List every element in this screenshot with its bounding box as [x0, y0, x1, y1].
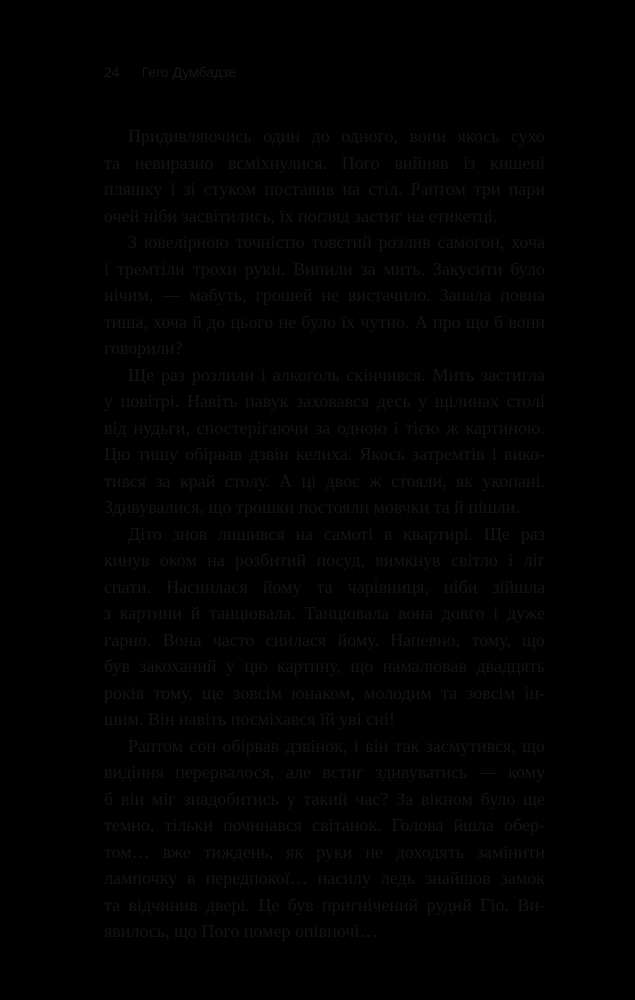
text-line: та відчинив двері. Це був пригнічений рудий Гіо. Ви-: [104, 894, 545, 915]
text-line: і тремтіли трохи руки. Випили за мить. Закусити було: [104, 258, 545, 279]
text-line: Придивляючись один до одного, вони якось сухо: [128, 126, 545, 146]
text-line: Цю тишу обірвав дзвін келиха. Якось затремтів і вико-: [104, 444, 545, 464]
text-line: темно, тільки починався світанок. Голова йшла обер-: [104, 815, 545, 835]
body-text: [104, 123, 545, 945]
running-head-author: Гего Думбадзе: [141, 64, 237, 80]
text-line: б він міг знадобитись у такий час? За вікном було ще: [104, 788, 545, 809]
text-line: Раптом сон обірвав дзвінок, і він так засмутився, що: [128, 735, 545, 756]
text-line: з картини й танцювала. Танцювала вона довго і дуже: [104, 603, 545, 623]
text-line: говорили?: [104, 338, 183, 358]
running-header: [104, 64, 236, 80]
text-line: та невиразно всміхнулися. Пого вийняв із кишені: [104, 152, 545, 173]
text-line: Ще раз розлили і алкоголь скінчився. Мить застигла: [128, 364, 545, 385]
text-line: том… вже тиждень, як руки не доходять замінити: [104, 841, 545, 862]
text-line: Здивувалися, що трошки постояли мовчки та й пішли.: [104, 497, 520, 517]
text-line: шим. Він навіть посміхався їй уві сні!: [104, 709, 395, 729]
text-line: З ювелірною точністю товстий розлив самогон, хоча: [128, 232, 545, 252]
text-line: тиша, хоча й до цього не було їх чутно. А про що б вони: [104, 311, 545, 332]
paragraph: [104, 733, 545, 945]
text-line: тився за край столу. А ці двоє ж стояли, як укопані.: [104, 470, 545, 491]
text-line: спати. Наснилася йому та чарівниця, ніби зійшла: [104, 576, 545, 597]
text-line: гарно. Вона часто снилася йому. Напевно, тому, що: [104, 629, 545, 650]
text-line: нічим, — мабуть, грошей не вистачило. Запала повна: [104, 285, 545, 305]
text-line: був закоханий у цю картину, що намалював двадцять: [104, 656, 545, 676]
paragraph: [104, 362, 545, 521]
page-number: 24: [104, 64, 120, 80]
text-line: від нудьги, спостерігаючи за одною і тією ж картиною.: [104, 417, 545, 438]
text-line: очей ніби засвітились, їх погляд застиг на етикетці.: [104, 205, 498, 226]
text-line: пляшку і зі стуком поставив на стіл. Раптом три пари: [104, 179, 545, 199]
text-line: у повітрі. Навіть павук заховався десь у щілинах столі: [104, 391, 545, 411]
text-line: лампочку в передпокої… насилу ледь знайшов замок: [104, 868, 545, 888]
paragraph: [104, 123, 545, 229]
paragraph: [104, 229, 545, 362]
text-line: явилось, що Пого помер опівночі…: [104, 921, 378, 941]
text-line: Діто знов лишився на самоті в квартирі. Ще раз: [128, 523, 545, 544]
paragraph: [104, 521, 545, 733]
text-line: кинув оком на розбитий посуд, вимкнув світло і ліг: [104, 550, 545, 570]
text-line: видіння перервалося, але встиг здивуватись — кому: [104, 762, 545, 782]
text-line: років тому, ще зовсім юнаком, молодим та зовсім ін-: [104, 682, 545, 703]
